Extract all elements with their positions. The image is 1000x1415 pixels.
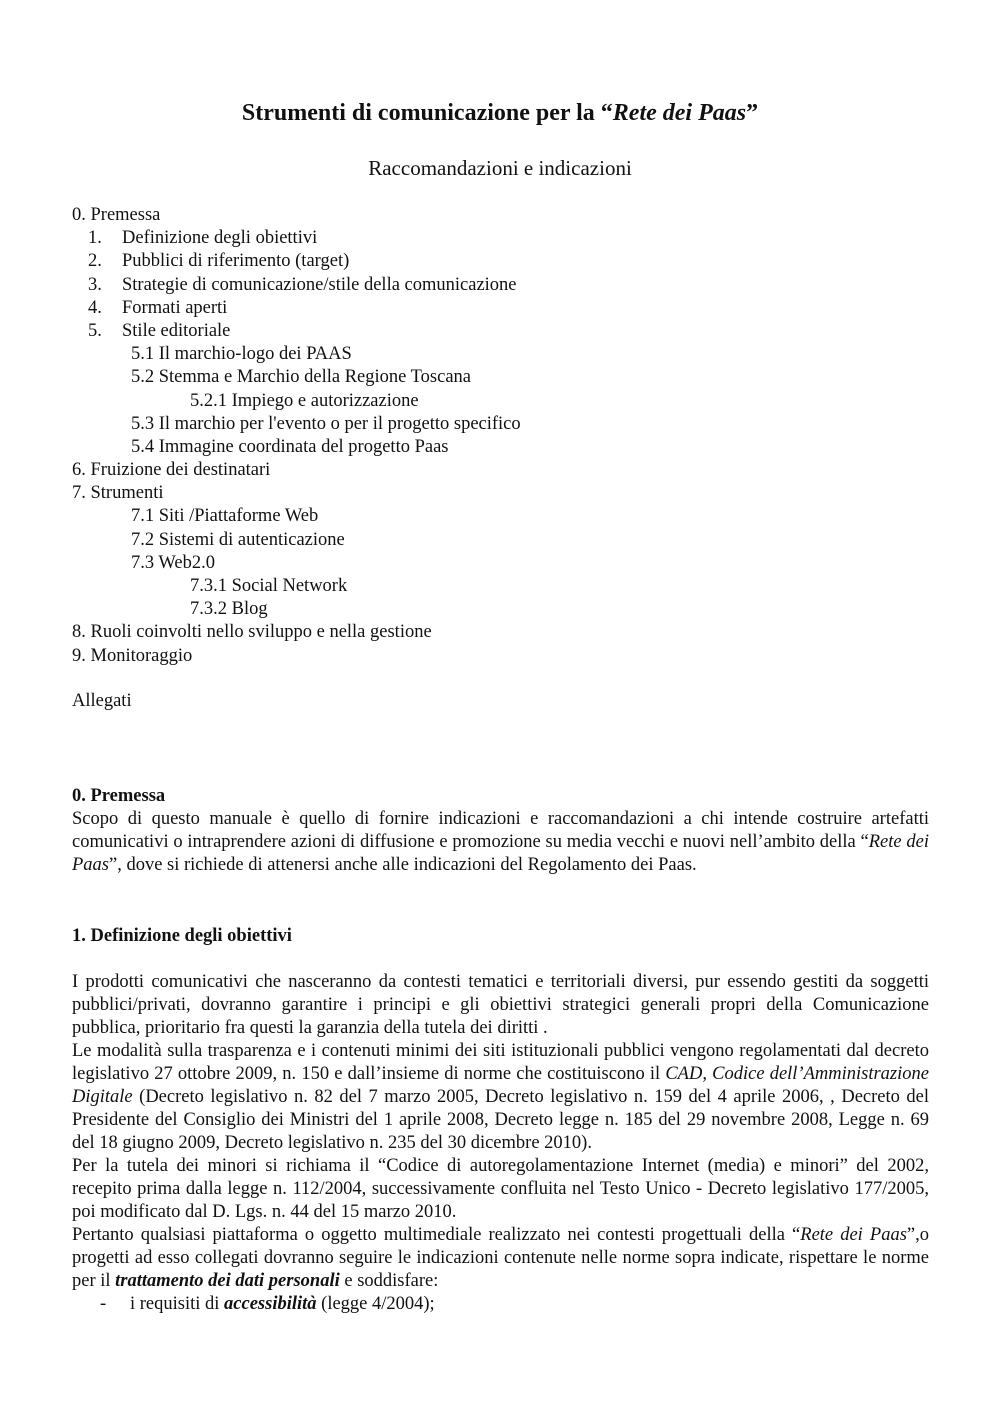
section-premessa <box>72 785 929 877</box>
bullet-dash: - <box>100 1294 107 1314</box>
title-quote: ” <box>746 100 759 126</box>
title-italic: Rete dei Paas <box>612 100 747 126</box>
premessa-paragraph: Scopo di questo manuale è quello di fornire indicazioni e raccomandazioni a chi intende costruire artefatti comunicativi o intraprendere azioni di diffusione e promozione su media vecchi e nuovi nell’ambito della “Rete dei Paas”, dove si richiede di attenersi anche alle indicazioni del Regolamento dei Paas. <box>72 809 929 875</box>
title-text: Strumenti di comunicazione per la “ <box>241 100 613 126</box>
allegati-label: Allegati <box>72 691 132 711</box>
obiettivi-paragraph-4: Pertanto qualsiasi piattaforma o oggetto multimediale realizzato nei contesti progettuali della “Rete dei Paas”,o progetti ad esso collegati dovranno seguire le indicazioni contenute nelle norme sopra indicate, rispettare le norme per il trattamento dei dati personali e soddisfare: <box>72 1225 929 1291</box>
bullet-text: i requisiti di accessibilità (legge 4/2004); <box>130 1294 435 1314</box>
section-obiettivi <box>72 925 929 1316</box>
document-title <box>0 98 1000 128</box>
document-page: Strumenti di comunicazione per la “Rete dei Paas” Raccomandazioni e indicazioni 0. Premessa 1. Definizione degli obiettivi 2. Pubblici di riferimento (target) 3. Strategie di comunicazione/stile della comunicazione 4. Formati aperti 5. Stile editoriale 5.1 Il marchio-logo dei PAAS 5.2 Stemma e Marchio della Regione Toscana 5.2.1 Impiego e autorizzazione 5.3 Il marchio per l'evento o per il progetto specifico 5.4 Immagine coordinata del progetto Paas 6. Fruizione dei destinatari 7. Strumenti 7.1 Siti /Piattaforme Web 7.2 Sistemi di autenticazione 7.3 Web2.0 7.3.1 Social Network 7.3.2 Blog 8. Ruoli coinvolti nello sviluppo e nella gestione 9. Monitoraggio Allegati 0. Premessa Scopo di questo manuale è quello di fornire indicazioni e raccomandazioni a chi intende costruire artefatti comunicativi o intraprendere azioni di diffusione e promozione su media vecchi e nuovi nell’ambito della “Rete dei Paas”, dove si richiede di attenersi anche alle indicazioni del Regolamento dei Paas. 1. Definizione degli obiettivi I prodotti comunicativi che nasceranno da contesti tematici e territoriali diversi, pur essendo gestiti da soggetti pubblici/privati, dovranno garantire i principi e gli obiettivi strategici generali propri della Comunicazione pubblica, prioritario fra questi la garanzia della tutela dei diritti . Le modalità sulla trasparenza e i contenuti minimi dei siti istituzionali pubblici vengono regolamentati dal decreto legislativo 27 ottobre 2009, n. 150 e dall’insieme di norme che costituiscono il CAD, Codice dell’Amministrazione Digitale (Decreto legislativo n. 82 del 7 marzo 2005, Decreto legislativo n. 159 del 4 aprile 2006, , Decreto del Presidente del Consiglio dei Ministri del 1 aprile 2008, Decreto legge n. 185 del 29 novembre 2008, Legge n. 69 del 18 giugno 2009, Decreto legislativo n. 235 del 30 dicembre 2010). Per la tutela dei minori si richiama il “Codice di autoregolamentazione Internet (media) e minori” del 2002, recepito prima dalla legge n. 112/2004, successivamente confluita nel Testo Unico - Decreto legislativo 177/2005, poi modificato dal D. Lgs. n. 44 del 15 marzo 2010. Pertanto qualsiasi piattaforma o oggetto multimediale realizzato nei contesti progettuali della “Rete dei Paas”,o progetti ad esso collegati dovranno seguire le indicazioni contenute nelle norme sopra indicate, rispettare le norme per il trattamento dei dati personali e soddisfare: - i requisiti di accessibilità (legge 4/2004); <box>0 0 1000 1415</box>
section-heading-obiettivi: 1. Definizione degli obiettivi <box>72 926 292 946</box>
obiettivi-paragraph-3: Per la tutela dei minori si richiama il “Codice di autoregolamentazione Internet (media) e minori” del 2002, recepito prima dalla legge n. 112/2004, successivamente confluita nel Testo Unico - Decreto legislativo 177/2005, poi modificato dal D. Lgs. n. 44 del 15 marzo 2010. <box>72 1156 929 1222</box>
obiettivi-paragraph-2: Le modalità sulla trasparenza e i contenuti minimi dei siti istituzionali pubblici vengono regolamentati dal decreto legislativo 27 ottobre 2009, n. 150 e dall’insieme di norme che costituiscono il CAD, Codice dell’Amministrazione Digitale (Decreto legislativo n. 82 del 7 marzo 2005, Decreto legislativo n. 159 del 4 aprile 2006, , Decreto del Presidente del Consiglio dei Ministri del 1 aprile 2008, Decreto legge n. 185 del 29 novembre 2008, Legge n. 69 del 18 giugno 2009, Decreto legislativo n. 235 del 30 dicembre 2010). <box>72 1041 929 1153</box>
obiettivi-paragraph-1: I prodotti comunicativi che nasceranno da contesti tematici e territoriali diversi, pur essendo gestiti da soggetti pubblici/privati, dovranno garantire i principi e gli obiettivi strategici generali propri della Comunicazione pubblica, prioritario fra questi la garanzia della tutela dei diritti . <box>72 972 929 1038</box>
document-subtitle: Raccomandazioni e indicazioni <box>368 156 632 180</box>
bullet-item <box>72 1293 929 1316</box>
section-heading-premessa: 0. Premessa <box>72 786 166 806</box>
